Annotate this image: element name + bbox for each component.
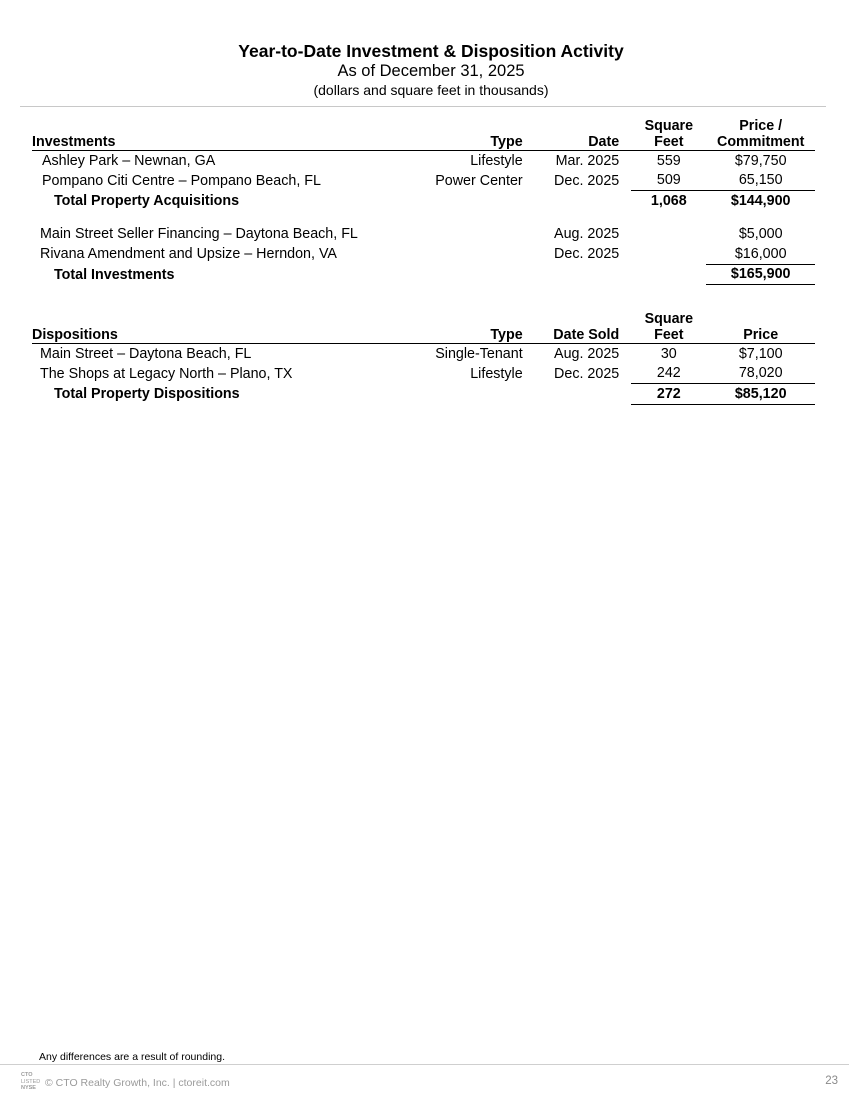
col-type-header: Type [412, 118, 523, 151]
col-sqft-header [631, 311, 706, 344]
dispositions-total-row [32, 384, 815, 405]
col-date-sold-header: Date Sold [523, 311, 632, 344]
row-type: Single-Tenant [435, 345, 523, 362]
table-row [32, 244, 815, 264]
row-price: $79,750 [734, 152, 787, 169]
col-price-header-line2: Commitment [717, 134, 805, 150]
table-row [32, 151, 815, 171]
page-subtitle: As of December 31, 2025 [337, 62, 525, 80]
acquisitions-total-row [32, 191, 815, 211]
row-date: Mar. 2025 [555, 152, 620, 169]
investments-total-price: $165,900 [706, 264, 815, 285]
table-row [32, 344, 815, 364]
acquisitions-total-label: Total Property Acquisitions [54, 192, 240, 209]
col-price-header [706, 118, 815, 151]
dispositions-total-price: $85,120 [706, 384, 815, 405]
row-sqft: 30 [660, 345, 677, 362]
table-row [32, 171, 815, 191]
row-type: Power Center [435, 172, 523, 189]
row-price: $5,000 [738, 226, 783, 242]
logo-line-listed: LISTED [21, 1078, 41, 1085]
units-note: (dollars and square feet in thousands) [313, 82, 549, 98]
logo-line-nyse: NYSE [21, 1085, 36, 1091]
row-price: 78,020 [706, 364, 815, 384]
col-price-header-line1: Price / [739, 118, 783, 134]
header-divider [20, 106, 826, 107]
col-sqft-header [631, 118, 706, 151]
row-name: Pompano Citi Centre – Pompano Beach, FL [42, 172, 321, 189]
dispositions-header-row [32, 311, 815, 344]
acquisitions-total-price: $144,900 [730, 192, 791, 209]
acquisitions-total-sqft: 1,068 [650, 192, 687, 209]
logo-line-cto: CTO [21, 1072, 33, 1078]
table-row [32, 364, 815, 384]
col-sqft-header-line2: Feet [654, 327, 684, 343]
investments-total-label: Total Investments [54, 266, 175, 283]
investments-header-row [32, 118, 815, 151]
row-name: Main Street – Daytona Beach, FL [40, 345, 252, 362]
investments-total-row [32, 264, 815, 285]
investments-heading: Investments [32, 118, 412, 151]
col-sqft-header-line2: Feet [654, 134, 684, 150]
investments-table [32, 118, 815, 285]
col-price-header: Price [706, 311, 815, 344]
row-type: Lifestyle [470, 152, 523, 169]
row-date: Aug. 2025 [554, 345, 620, 362]
row-price: $7,100 [738, 345, 783, 362]
footer-divider [0, 1064, 849, 1065]
dispositions-total-sqft: 272 [631, 384, 706, 405]
table-row [32, 225, 815, 245]
row-price: 65,150 [706, 171, 815, 191]
row-name: Rivana Amendment and Upsize – Herndon, VA [40, 246, 337, 262]
row-sqft: 509 [631, 171, 706, 191]
page-number: 23 [825, 1075, 838, 1087]
row-sqft: 242 [631, 364, 706, 384]
row-name: The Shops at Legacy North – Plano, TX [40, 365, 293, 382]
dispositions-heading: Dispositions [32, 311, 412, 344]
rounding-footnote: Any differences are a result of rounding. [39, 1051, 226, 1063]
row-price: $16,000 [706, 244, 815, 264]
row-date: Dec. 2025 [554, 246, 620, 262]
row-type: Lifestyle [470, 365, 523, 382]
row-date: Aug. 2025 [554, 226, 620, 242]
row-date: Dec. 2025 [554, 172, 620, 189]
copyright-link[interactable]: © CTO Realty Growth, Inc. | ctoreit.com [45, 1077, 230, 1089]
dispositions-table [32, 311, 815, 405]
col-date-header: Date [523, 118, 632, 151]
page-title: Year-to-Date Investment & Disposition Activity [238, 41, 624, 61]
col-sqft-header-line1: Square [644, 118, 694, 134]
row-name: Main Street Seller Financing – Daytona Beach, FL [40, 226, 358, 242]
row-date: Dec. 2025 [554, 365, 620, 382]
row-name: Ashley Park – Newnan, GA [42, 152, 216, 169]
col-sqft-header-line1: Square [644, 311, 694, 327]
row-sqft: 559 [656, 152, 681, 169]
nyse-listed-logo [21, 1072, 41, 1092]
col-type-header: Type [412, 311, 523, 344]
dispositions-total-label: Total Property Dispositions [54, 386, 240, 402]
